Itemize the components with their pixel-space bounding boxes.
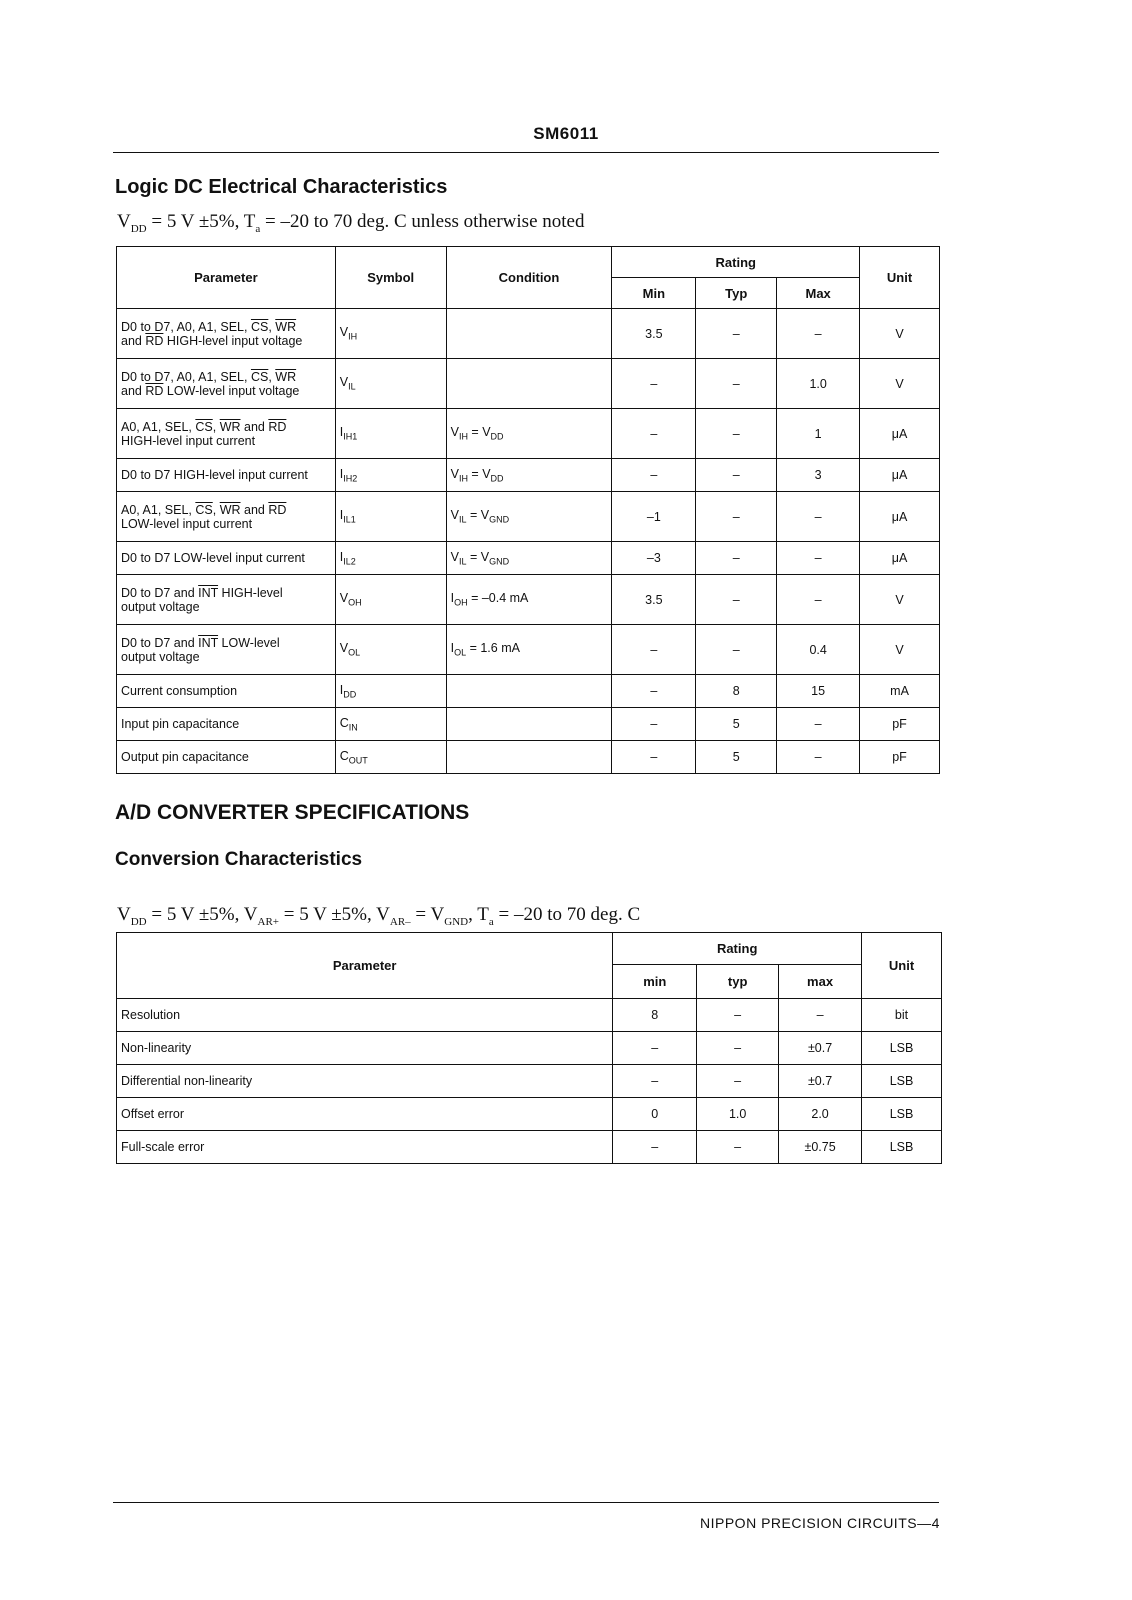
- max-cell: ±0.75: [779, 1131, 862, 1164]
- unit-cell: LSB: [862, 1065, 942, 1098]
- min-cell: –: [612, 459, 696, 492]
- symbol-cell: $I_{IL2}$: [335, 542, 446, 575]
- min-cell: –: [613, 1032, 697, 1065]
- max-cell: –: [777, 741, 860, 774]
- min-cell: 0: [613, 1098, 697, 1131]
- max-cell: –: [777, 575, 860, 625]
- typ-cell: –: [697, 1032, 779, 1065]
- min-cell: –: [612, 359, 696, 409]
- min-cell: –: [612, 708, 696, 741]
- condition-cell: $V_{IH} = V_{DD}$: [446, 409, 612, 459]
- table-row: [117, 1131, 942, 1164]
- unit-cell: LSB: [862, 1131, 942, 1164]
- table-row: [117, 459, 940, 492]
- min-cell: –: [613, 1065, 697, 1098]
- symbol-cell: $V_{IL}$: [335, 359, 446, 409]
- unit-cell: μA: [860, 542, 940, 575]
- table-row: [117, 359, 940, 409]
- header-divider: [113, 152, 939, 153]
- min-cell: –1: [612, 492, 696, 542]
- col-header-condition: Condition: [446, 247, 612, 309]
- symbol-cell: $V_{IH}$: [335, 309, 446, 359]
- param-cell: Full-scale error: [117, 1131, 613, 1164]
- param-cell: Resolution: [117, 999, 613, 1032]
- max-cell: –: [777, 309, 860, 359]
- table-row: [117, 492, 940, 542]
- typ-cell: –: [696, 492, 777, 542]
- condition-cell: [446, 741, 612, 774]
- table-row: [117, 708, 940, 741]
- section-title-ad-converter: A/D CONVERTER SPECIFICATIONS: [115, 801, 470, 824]
- max-cell: 1: [777, 409, 860, 459]
- typ-cell: 5: [696, 708, 777, 741]
- symbol-cell: $I_{IH1}$: [335, 409, 446, 459]
- typ-cell: 8: [696, 675, 777, 708]
- col-header-max: max: [779, 965, 862, 999]
- max-cell: ±0.7: [779, 1065, 862, 1098]
- min-cell: –3: [612, 542, 696, 575]
- param-cell: Offset error: [117, 1098, 613, 1131]
- param-cell: Differential non-linearity: [117, 1065, 613, 1098]
- min-cell: 8: [613, 999, 697, 1032]
- table-row: [117, 999, 942, 1032]
- condition-cell: $I_{OH} = -0.4$ mA: [446, 575, 612, 625]
- page-header-title: SM6011: [533, 124, 599, 143]
- param-cell: Non-linearity: [117, 1032, 613, 1065]
- typ-cell: –: [697, 1065, 779, 1098]
- col-header-max: Max: [777, 278, 860, 309]
- col-header-parameter: Parameter: [117, 247, 336, 309]
- condition-cell: $V_{IL} = V_{GND}$: [446, 492, 612, 542]
- param-cell: Input pin capacitance: [117, 708, 336, 741]
- table-row: [117, 625, 940, 675]
- condition-cell: [446, 675, 612, 708]
- unit-cell: LSB: [862, 1098, 942, 1131]
- typ-cell: –: [696, 409, 777, 459]
- max-cell: 1.0: [777, 359, 860, 409]
- typ-cell: –: [696, 459, 777, 492]
- col-header-symbol: Symbol: [335, 247, 446, 309]
- typ-cell: –: [697, 1131, 779, 1164]
- unit-cell: V: [860, 359, 940, 409]
- col-header-unit: Unit: [862, 933, 942, 999]
- param-cell: D0 to D7 and $\overline{INT}$ HIGH-level output voltage: [117, 575, 336, 625]
- min-cell: 3.5: [612, 309, 696, 359]
- unit-cell: V: [860, 575, 940, 625]
- param-cell: A0, A1, SEL, $\overline{CS}$, $\overline{WR}$ and $\overline{RD}$ HIGH-level input current: [117, 409, 336, 459]
- max-cell: –: [777, 708, 860, 741]
- max-cell: –: [777, 492, 860, 542]
- typ-cell: –: [696, 359, 777, 409]
- footer-divider: [113, 1502, 939, 1503]
- symbol-cell: $V_{OL}$: [335, 625, 446, 675]
- min-cell: –: [612, 409, 696, 459]
- max-cell: –: [779, 999, 862, 1032]
- max-cell: –: [777, 542, 860, 575]
- max-cell: 2.0: [779, 1098, 862, 1131]
- unit-cell: pF: [860, 741, 940, 774]
- unit-cell: V: [860, 625, 940, 675]
- max-cell: 15: [777, 675, 860, 708]
- param-cell: Output pin capacitance: [117, 741, 336, 774]
- col-header-unit: Unit: [860, 247, 940, 309]
- max-cell: 3: [777, 459, 860, 492]
- param-cell: D0 to D7 and $\overline{INT}$ LOW-level output voltage: [117, 625, 336, 675]
- typ-cell: 1.0: [697, 1098, 779, 1131]
- unit-cell: μA: [860, 459, 940, 492]
- condition-cell: [446, 309, 612, 359]
- param-cell: Current consumption: [117, 675, 336, 708]
- section-subtitle-conversion: Conversion Characteristics: [115, 849, 363, 870]
- typ-cell: –: [696, 309, 777, 359]
- unit-cell: LSB: [862, 1032, 942, 1065]
- symbol-cell: $I_{IL1}$: [335, 492, 446, 542]
- unit-cell: V: [860, 309, 940, 359]
- section-title-logic-dc: Logic DC Electrical Characteristics: [115, 176, 448, 198]
- param-cell: D0 to D7, A0, A1, SEL, $\overline{CS}$, $\overline{WR}$ and $\overline{RD}$ LOW-level input voltage: [117, 359, 336, 409]
- table-row: [117, 1032, 942, 1065]
- symbol-cell: $C_{IN}$: [335, 708, 446, 741]
- condition-cell: $I_{OL} = 1.6$ mA: [446, 625, 612, 675]
- col-header-parameter: Parameter: [117, 933, 613, 999]
- typ-cell: 5: [696, 741, 777, 774]
- table-row: [117, 675, 940, 708]
- col-header-rating: Rating: [612, 247, 860, 278]
- condition-cell: [446, 708, 612, 741]
- min-cell: –: [612, 675, 696, 708]
- symbol-cell: $C_{OUT}$: [335, 741, 446, 774]
- table-row: [117, 542, 940, 575]
- symbol-cell: $I_{DD}$: [335, 675, 446, 708]
- page-footer: NIPPON PRECISION CIRCUITS—4: [700, 1515, 940, 1531]
- param-cell: A0, A1, SEL, $\overline{CS}$, $\overline{WR}$ and $\overline{RD}$ LOW-level input current: [117, 492, 336, 542]
- table-row: [117, 1065, 942, 1098]
- unit-cell: mA: [860, 675, 940, 708]
- table-row: [117, 409, 940, 459]
- ad-conversion-table: [116, 932, 942, 1164]
- logic-dc-table: [116, 246, 940, 774]
- condition-cell: $V_{IL} = V_{GND}$: [446, 542, 612, 575]
- min-cell: 3.5: [612, 575, 696, 625]
- logic-dc-conditions: $V_{DD} = 5$ V ±5%, $T_a = -20$ to 70 deg. C unless otherwise noted: [117, 211, 585, 235]
- min-cell: –: [612, 741, 696, 774]
- param-cell: D0 to D7, A0, A1, SEL, $\overline{CS}$, $\overline{WR}$ and $\overline{RD}$ HIGH-level input voltage: [117, 309, 336, 359]
- col-header-min: min: [613, 965, 697, 999]
- max-cell: 0.4: [777, 625, 860, 675]
- typ-cell: –: [696, 625, 777, 675]
- min-cell: –: [612, 625, 696, 675]
- min-cell: –: [613, 1131, 697, 1164]
- col-header-rating: Rating: [613, 933, 862, 965]
- param-cell: D0 to D7 LOW-level input current: [117, 542, 336, 575]
- typ-cell: –: [696, 542, 777, 575]
- table-row: [117, 1098, 942, 1131]
- max-cell: ±0.7: [779, 1032, 862, 1065]
- table-row: [117, 309, 940, 359]
- typ-cell: –: [697, 999, 779, 1032]
- condition-cell: $V_{IH} = V_{DD}$: [446, 459, 612, 492]
- col-header-typ: Typ: [696, 278, 777, 309]
- table-row: [117, 575, 940, 625]
- typ-cell: –: [696, 575, 777, 625]
- table-row: [117, 741, 940, 774]
- ad-conditions: $V_{DD} = 5$ V ±5%, $V_{AR+} = 5$ V ±5%, $V_{AR-} = V_{GND}$, $T_a = -20$ to 70 deg. C: [117, 904, 641, 928]
- symbol-cell: $V_{OH}$: [335, 575, 446, 625]
- col-header-typ: typ: [697, 965, 779, 999]
- unit-cell: bit: [862, 999, 942, 1032]
- condition-cell: [446, 359, 612, 409]
- unit-cell: μA: [860, 492, 940, 542]
- col-header-min: Min: [612, 278, 696, 309]
- unit-cell: μA: [860, 409, 940, 459]
- symbol-cell: $I_{IH2}$: [335, 459, 446, 492]
- unit-cell: pF: [860, 708, 940, 741]
- param-cell: D0 to D7 HIGH-level input current: [117, 459, 336, 492]
